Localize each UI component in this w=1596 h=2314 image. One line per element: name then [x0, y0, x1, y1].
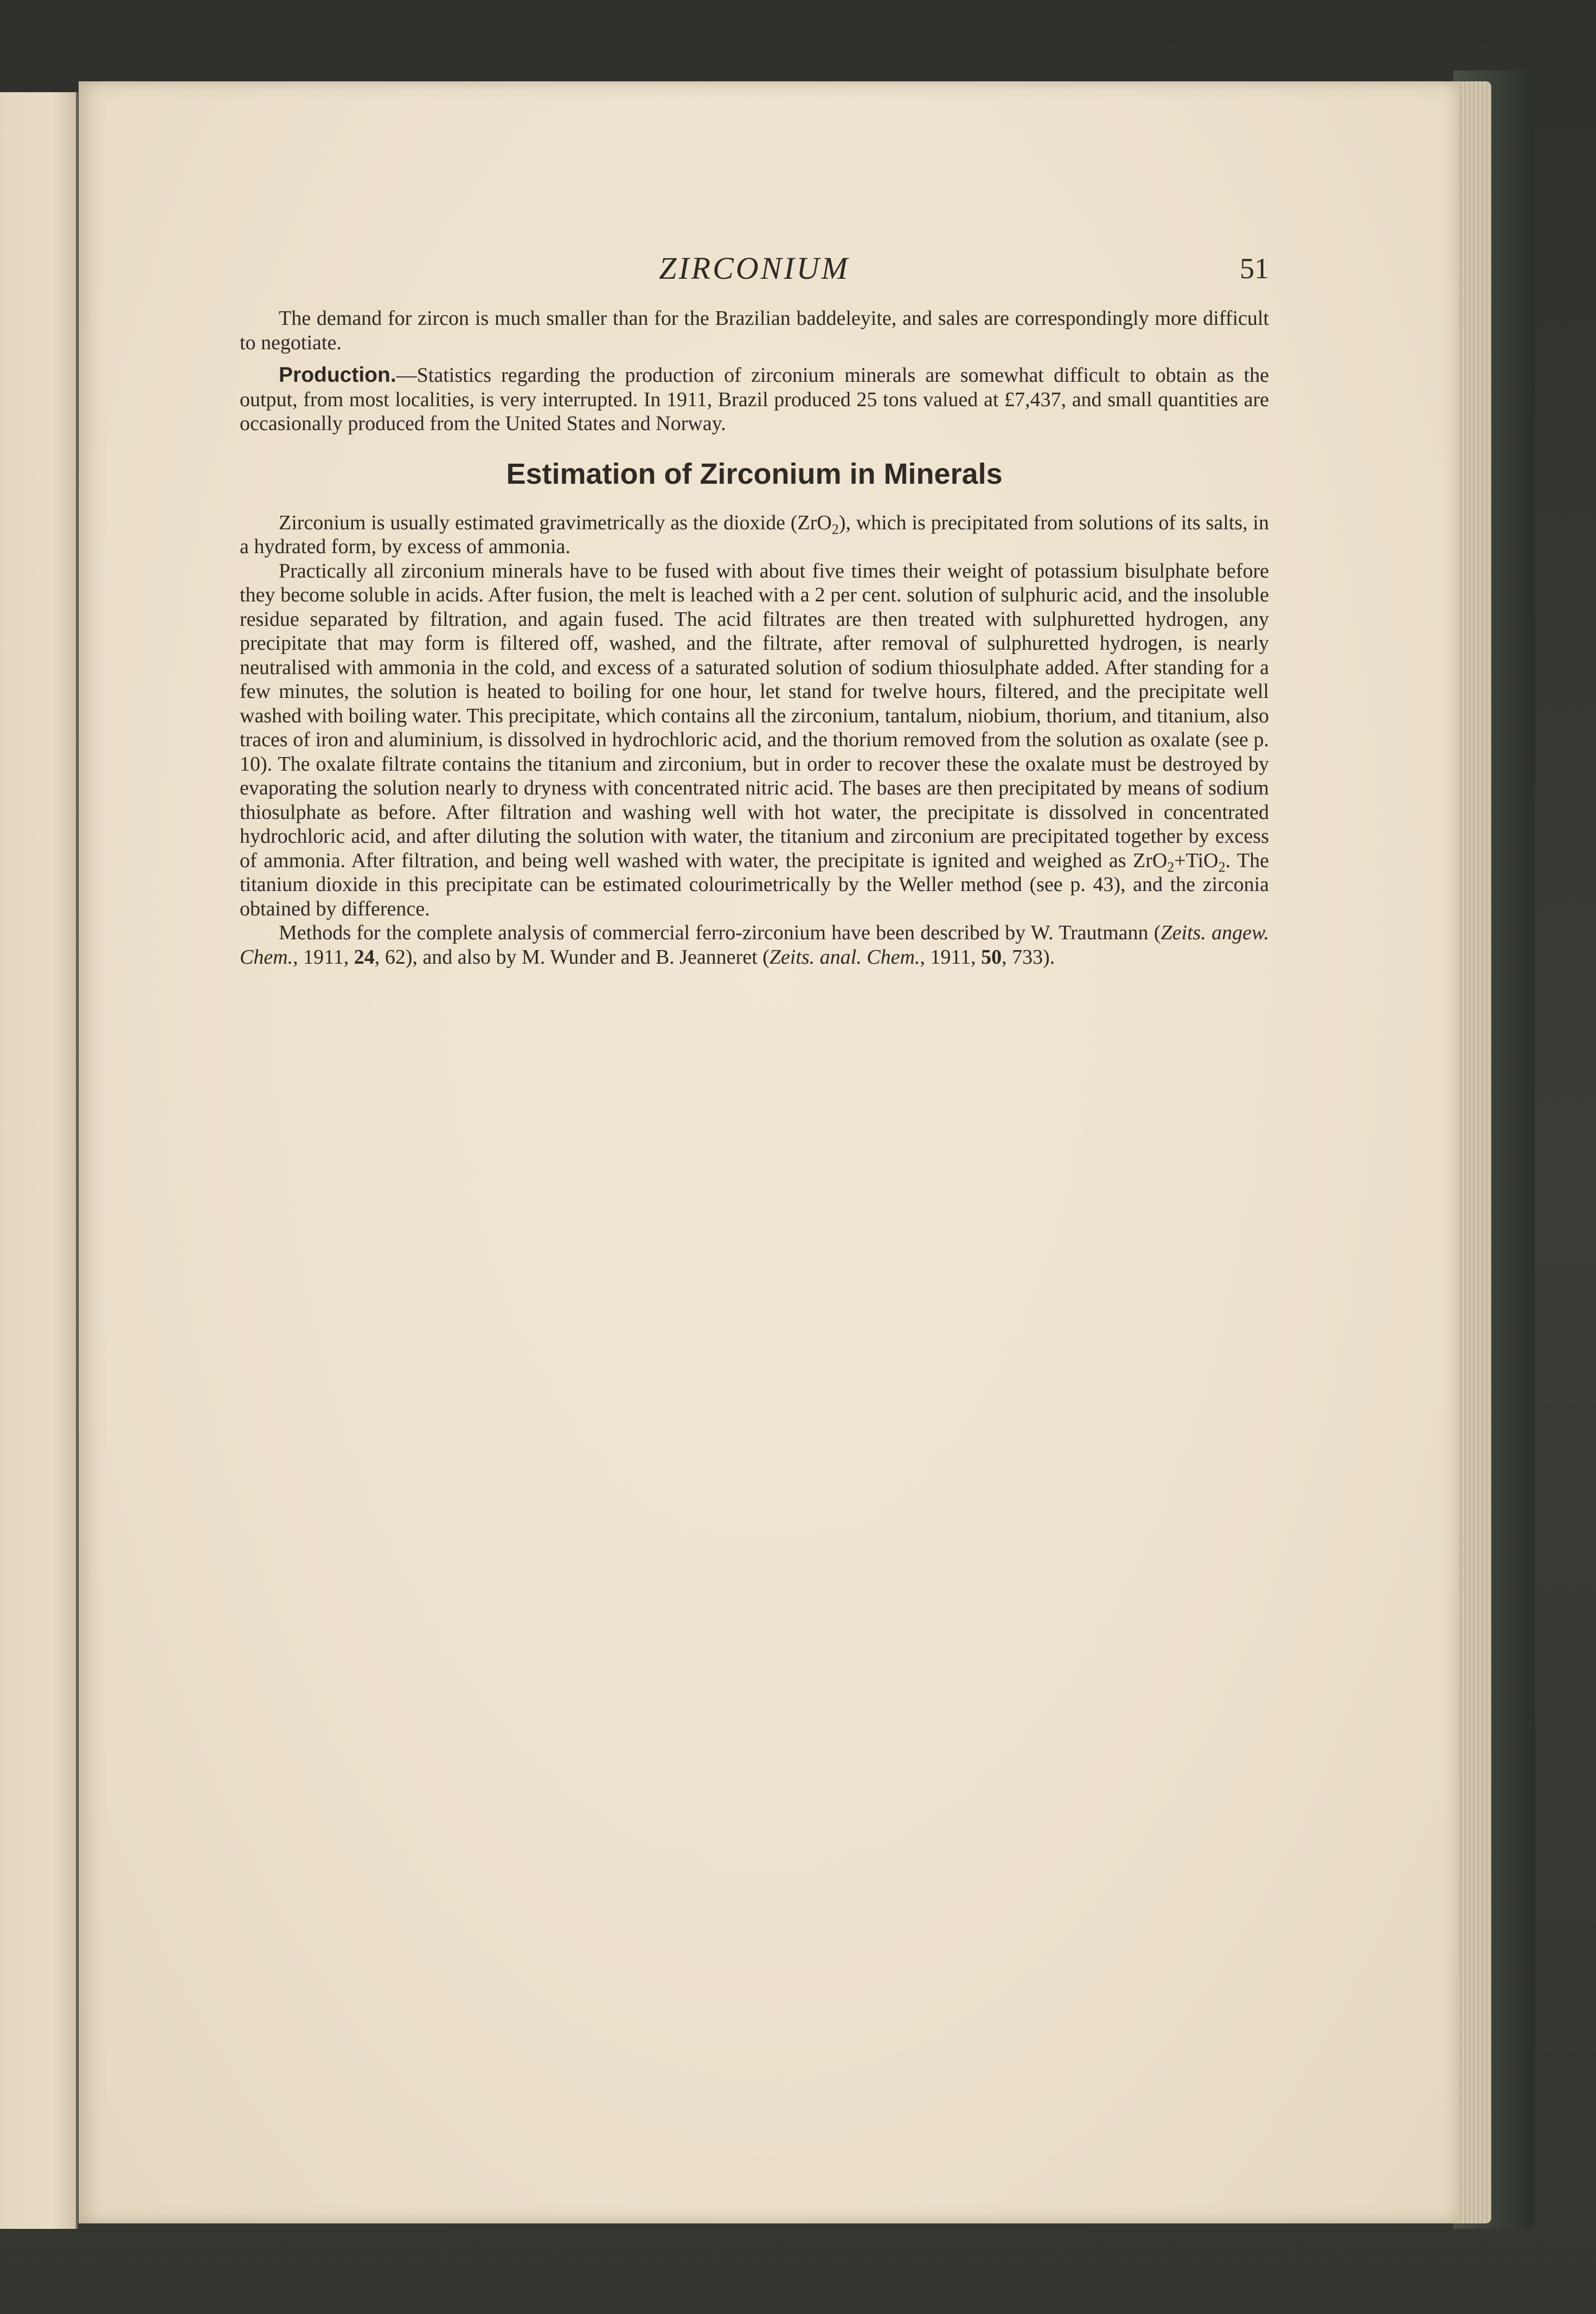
- page-edges: [1453, 81, 1491, 2223]
- text-run: ), which is precipitated from solutions of its salts, in a hydrated form, by excess of ammonia.: [240, 511, 1269, 558]
- text-run: Zirconium is usually estimated gravimetrically as the dioxide (ZrO: [279, 511, 832, 534]
- running-title: ZIRCONIUM: [659, 251, 850, 286]
- paragraph-procedure: [240, 559, 1269, 921]
- subscript: 2: [1218, 859, 1226, 875]
- subscript: 2: [831, 521, 839, 537]
- page-number: 51: [1240, 252, 1269, 285]
- text-run: , 1911,: [920, 945, 981, 969]
- journal-title: Zeits. angew. Chem.: [240, 921, 1270, 969]
- text-run: , 1911,: [293, 945, 354, 969]
- paragraph-estimation: [240, 511, 1269, 559]
- text-run: +TiO: [1174, 849, 1219, 872]
- running-head: [240, 247, 1269, 290]
- paragraph-production: [240, 363, 1269, 436]
- paragraph-methods: [240, 921, 1269, 969]
- paragraph-zircon-demand: The demand for zircon is much smaller than for the Brazilian baddeleyite, and sales are correspondingly more difficult to negotiate.: [240, 307, 1269, 354]
- journal-title: Zeits. anal. Chem.: [769, 945, 920, 969]
- text-run: , 733).: [1002, 945, 1055, 969]
- subscript: 2: [1167, 859, 1175, 875]
- facing-page: [0, 92, 78, 2229]
- text-run: Methods for the complete analysis of commercial ferro-zirconium have been described by W. Trautmann (: [279, 921, 1161, 944]
- text-run: , 62), and also by M. Wunder and B. Jeanneret (: [374, 945, 770, 969]
- production-text: —Statistics regarding the production of zirconium minerals are somewhat difficult to obtain as the output, from most localities, is very interrupted. In 1911, Brazil produced 25 tons valued at £7,437, and small quantities are occasionally produced from the United States and Norway.: [240, 364, 1269, 435]
- text-run: Practically all zirconium minerals have to be fused with about five times their weight of potassium bisulphate before they become soluble in acids. After fusion, the melt is leached with a 2 per cent. solution of sulphuric acid, and the insoluble residue separated by filtration, and again fused. The acid filtrates are then treated with sulphuretted hydrogen, any precipitate that may form is filtered off, washed, and the filtrate, after removal of sulphuretted hydrogen, is nearly neutralised with ammonia in the cold, and excess of a saturated solution of sodium thiosulphate added. After standing for a few minutes, the solution is heated to boiling for one hour, let stand for twelve hours, filtered, and the precipitate well washed with boiling water. This precipitate, which contains all the zirconium, tantalum, niobium, thorium, and titanium, also traces of iron and aluminium, is dissolved in hydrochloric acid, and the thorium removed from the solution as oxalate (see p. 10). The oxalate filtrate contains the titanium and zirconium, but in order to recover these the oxalate must be destroyed by evaporating the solution nearly to dryness with concentrated nitric acid. The bases are then precipitated by means of sodium thiosulphate as before. After filtration and washing well with hot water, the precipitate is dissolved in concentrated hydrochloric acid, and after diluting the solution with water, the titanium and zirconium are precipitated together by excess of ammonia. After filtration, and being well washed with water, the precipitate is ignited and weighed as ZrO: [240, 559, 1269, 872]
- book-page: [79, 81, 1459, 2223]
- text-run: . The titanium dioxide in this precipitate can be estimated colourimetrically by the Weller method (see p. 43), and the zirconia obtained by difference.: [240, 849, 1269, 920]
- volume-number: 50: [981, 945, 1002, 969]
- production-label: Production.: [279, 363, 396, 387]
- volume-number: 24: [354, 945, 375, 969]
- text-block: [240, 247, 1269, 969]
- section-heading: Estimation of Zirconium in Minerals: [506, 457, 1003, 490]
